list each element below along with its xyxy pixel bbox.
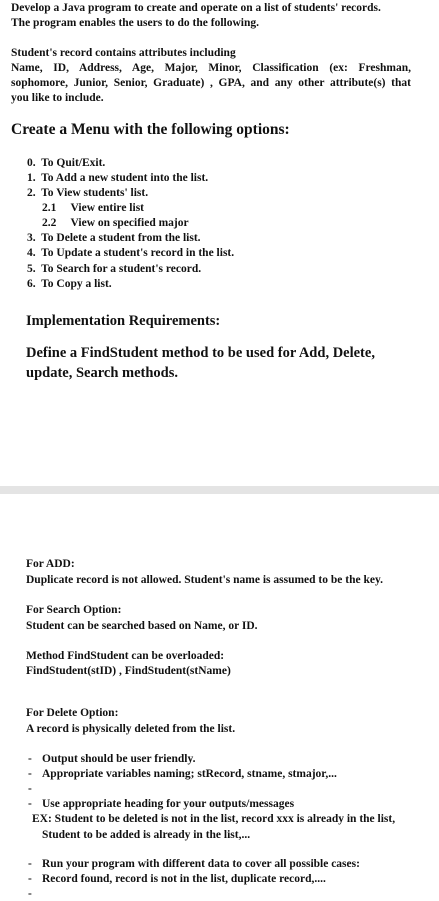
bullet-item: Run your program with different data to cover all possible cases:: [42, 858, 360, 870]
menu-item-5: 5. To Search for a student's record.: [27, 263, 202, 275]
overload-label: Method FindStudent can be overloaded:: [26, 650, 225, 662]
menu-item-1: 1. To Add a new student into the list.: [27, 172, 209, 184]
menu-item-4: 4. To Update a student's record in the list.: [27, 247, 235, 259]
intro-line-1: Develop a Java program to create and operate on a list of students' records.: [11, 2, 381, 14]
intro-line-2: The program enables the users to do the following.: [11, 17, 259, 29]
bullet-dash: -: [28, 753, 32, 765]
delete-label: For Delete Option:: [26, 707, 119, 719]
bullet-dash: -: [28, 873, 32, 885]
bullet-dash: -: [28, 858, 32, 870]
search-label: For Search Option:: [26, 604, 122, 616]
menu-item-0: 0. To Quit/Exit.: [27, 157, 106, 169]
bullet-dash: -: [28, 798, 32, 810]
impl-heading: Implementation Requirements:: [26, 313, 221, 329]
bullet-item: Output should be user friendly.: [42, 753, 196, 765]
bullet-item: Appropriate variables naming; stRecord, stname, stmajor,...: [42, 768, 337, 780]
record-line-2: Name, ID, Address, Age, Major, Minor, Classification (ex: Freshman,: [11, 62, 411, 74]
record-line-4: you like to include.: [11, 92, 104, 104]
example-line-1: EX: Student to be deleted is not in the list, record xxx is already in the list,: [32, 813, 396, 825]
bullet-dash: -: [28, 888, 32, 900]
add-text: Duplicate record is not allowed. Student's name is assumed to be the key.: [26, 574, 383, 586]
menu-item-6: 6. To Copy a list.: [27, 278, 112, 290]
menu-item-2-2: 2.2 View on specified major: [42, 217, 189, 229]
find-heading-line-1: Define a FindStudent method to be used for Add, Delete,: [26, 345, 375, 361]
overload-text: FindStudent(stID) , FindStudent(stName): [26, 665, 231, 677]
bullet-dash: -: [28, 783, 32, 795]
record-line-3: sophomore, Junior, Senior, Graduate) , GPA, and any other attribute(s) that: [11, 77, 411, 89]
page-break: [0, 486, 439, 494]
bullet-item: Record found, record is not in the list, duplicate record,....: [42, 873, 326, 885]
menu-item-3: 3. To Delete a student from the list.: [27, 232, 201, 244]
record-line-1: Student's record contains attributes including: [11, 47, 236, 59]
search-text: Student can be searched based on Name, or ID.: [26, 620, 258, 632]
example-line-2: Student to be added is already in the list,...: [42, 829, 251, 841]
find-heading-line-2: update, Search methods.: [26, 365, 178, 381]
delete-text: A record is physically deleted from the list.: [26, 723, 236, 735]
menu-item-2-1: 2.1 View entire list: [42, 202, 144, 214]
add-label: For ADD:: [26, 558, 75, 570]
menu-heading: Create a Menu with the following options:: [11, 121, 290, 138]
bullet-item: Use appropriate heading for your outputs/messages: [42, 798, 295, 810]
menu-item-2: 2. To View students' list.: [27, 187, 149, 199]
bullet-dash: -: [28, 768, 32, 780]
